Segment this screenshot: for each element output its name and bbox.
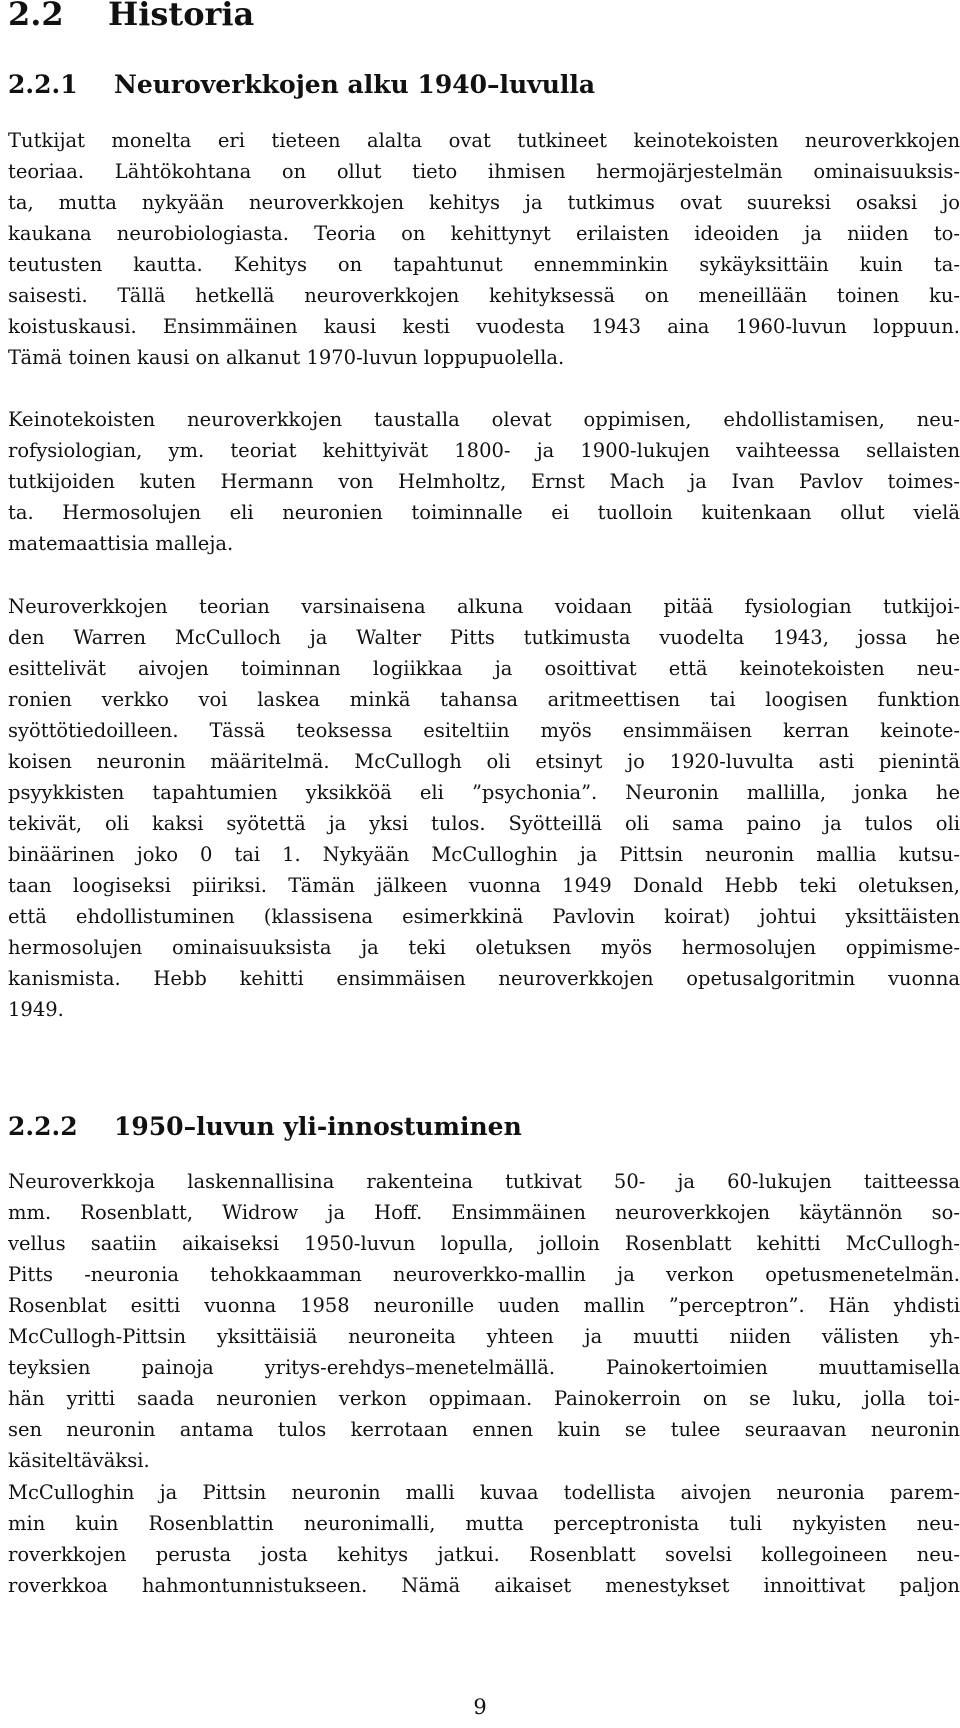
text-line: koisen neuronin määritelmä. McCullogh oli etsinyt jo 1920-luvulta asti pienintä [8,750,960,773]
text-line: tutkijoiden kuten Hermann von Helmholtz, Ernst Mach ja Ivan Pavlov toimes- [8,470,960,493]
text-line: esittelivät aivojen toiminnan logiikkaa ja osoittivat että keinotekoisten neu- [8,657,960,680]
paragraph-1 [8,125,960,373]
text-line: mm. Rosenblatt, Widrow ja Hoff. Ensimmäinen neuroverkkojen käytännön so- [8,1201,960,1224]
paragraph-3 [8,591,960,1025]
subsection-title: 1950–luvun yli-innostuminen [114,1112,522,1141]
section-number: 2.2 [8,0,64,33]
text-line: kanismista. Hebb kehitti ensimmäisen neuroverkkojen opetusalgoritmin vuonna [8,967,960,990]
text-line: Neuroverkkojen teorian varsinaisena alkuna voidaan pitää fysiologian tutkijoi- [8,595,960,618]
text-line: teutusten kautta. Kehitys on tapahtunut ennemminkin sykäyksittäin kuin ta- [8,253,960,276]
text-line: Pitts -neuronia tehokkaamman neuroverkko-mallin ja verkon opetusmenetelmän. [8,1263,960,1286]
text-line: tekivät, oli kaksi syötettä ja yksi tulos. Syötteillä oli sama paino ja tulos oli [8,812,960,835]
text-line: 1949. [8,998,64,1021]
text-line: että ehdollistuminen (klassisena esimerkkinä Pavlovin koirat) johtui yksittäisten [8,905,960,928]
text-line: sen neuronin antama tulos kerrotaan ennen kuin se tulee seuraavan neuronin [8,1418,960,1441]
text-line: rofysiologian, ym. teoriat kehittyivät 1800- ja 1900-lukujen vaihteessa sellaisten [8,439,960,462]
text-line: McCullogh-Pittsin yksittäisiä neuroneita yhteen ja muutti niiden välisten yh- [8,1325,960,1348]
text-line: teoriaa. Lähtökohtana on ollut tieto ihmisen hermojärjestelmän ominaisuuksis- [8,160,960,183]
text-line: taan loogiseksi piiriksi. Tämän jälkeen vuonna 1949 Donald Hebb teki oletuksen, [8,874,960,897]
text-line: kaukana neurobiologiasta. Teoria on kehittynyt erilaisten ideoiden ja niiden to- [8,222,960,245]
section-title: Historia [108,0,255,33]
paragraph-2 [8,404,960,559]
page-number: 9 [473,1695,487,1719]
section-heading [8,0,254,32]
text-line: käsiteltäväksi. [8,1449,150,1472]
text-line: teyksien painoja yritys-erehdys–menetelmällä. Painokertoimien muuttamisella [8,1356,960,1379]
text-line: hermosolujen ominaisuuksista ja teki oletuksen myös hermosolujen oppimisme- [8,936,960,959]
text-line: Neuroverkkoja laskennallisina rakenteina tutkivat 50- ja 60-lukujen taitteessa [8,1170,960,1193]
text-line: hän yritti saada neuronien verkon oppimaan. Painokerroin on se luku, jolla toi- [8,1387,960,1410]
text-line: Tutkijat monelta eri tieteen alalta ovat tutkineet keinotekoisten neuroverkkojen [8,129,960,152]
subsection-heading-1 [8,70,595,100]
subsection-number: 2.2.2 [8,1112,78,1141]
text-line: vellus saatiin aikaiseksi 1950-luvun lopulla, jolloin Rosenblatt kehitti McCullogh- [8,1232,960,1255]
text-line: binäärinen joko 0 tai 1. Nykyään McCulloghin ja Pittsin neuronin mallia kutsu- [8,843,960,866]
text-line: psyykkisten tapahtumien yksikköä eli ”psychonia”. Neuronin mallilla, jonka he [8,781,960,804]
text-line: den Warren McCulloch ja Walter Pitts tutkimusta vuodelta 1943, jossa he [8,626,960,649]
subsection-heading-2 [8,1112,522,1142]
text-line: Keinotekoisten neuroverkkojen taustalla olevat oppimisen, ehdollistamisen, neu- [8,408,960,431]
text-line: McCulloghin ja Pittsin neuronin malli kuvaa todellista aivojen neuronia parem- [8,1481,960,1504]
text-line: koistuskausi. Ensimmäinen kausi kesti vuodesta 1943 aina 1960-luvun loppuun. [8,315,960,338]
paragraph-5 [8,1477,960,1601]
text-line: min kuin Rosenblattin neuronimalli, mutta perceptronista tuli nykyisten neu- [8,1512,960,1535]
paragraph-4 [8,1166,960,1476]
text-line: Rosenblat esitti vuonna 1958 neuronille uuden mallin ”perceptron”. Hän yhdisti [8,1294,960,1317]
text-line: saisesti. Tällä hetkellä neuroverkkojen kehityksessä on meneillään toinen ku- [8,284,960,307]
text-line: roverkkoa hahmontunnistukseen. Nämä aikaiset menestykset innoittivat paljon [8,1574,960,1597]
text-line: syöttötiedoilleen. Tässä teoksessa esiteltiin myös ensimmäisen kerran keinote- [8,719,960,742]
text-line: ta. Hermosolujen eli neuronien toiminnalle ei tuolloin kuitenkaan ollut vielä [8,501,960,524]
text-line: Tämä toinen kausi on alkanut 1970-luvun loppupuolella. [8,346,565,369]
text-line: roverkkojen perusta josta kehitys jatkui. Rosenblatt sovelsi kollegoineen neu- [8,1543,960,1566]
text-line: matemaattisia malleja. [8,532,234,555]
subsection-title: Neuroverkkojen alku 1940–luvulla [114,70,596,99]
text-line: ronien verkko voi laskea minkä tahansa aritmeettisen tai loogisen funktion [8,688,960,711]
text-line: ta, mutta nykyään neuroverkkojen kehitys ja tutkimus ovat suureksi osaksi jo [8,191,960,214]
subsection-number: 2.2.1 [8,70,78,99]
